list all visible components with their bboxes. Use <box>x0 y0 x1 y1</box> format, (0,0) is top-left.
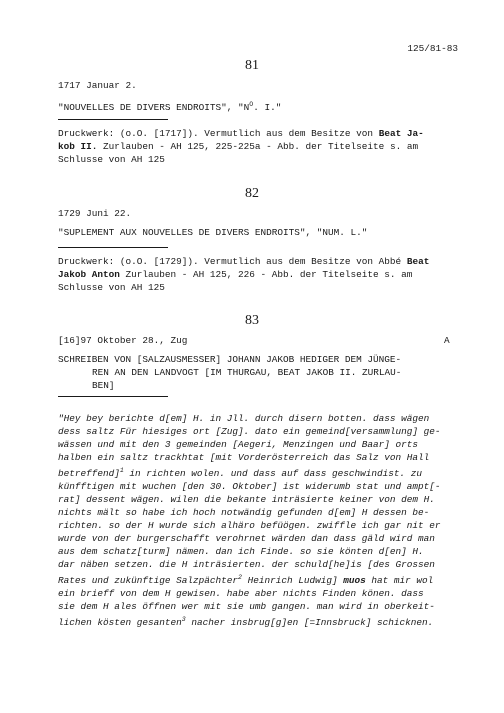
entry-82-note: Druckwerk: (o.O. [1729]). Vermutlich aus dem Besitze von Abbé Beat Jakob Anton Zurlauben - AH 125, 226 - Abb. der Titelseite s. am Schlusse von AH 125 <box>58 256 430 293</box>
entry-83-date: [16]97 Oktober 28., Zug <box>58 335 188 346</box>
entry-81-title: "NOUVELLES DE DIVERS ENDROITS", "$N^O$. I." <box>58 101 282 113</box>
divider-rule <box>58 119 168 120</box>
entry-81-date: 1717 Januar 2. <box>58 80 137 91</box>
entry-83-marker: A <box>444 335 450 346</box>
divider-rule <box>58 396 168 397</box>
entry-82-title: "SUPLEMENT AUX NOUVELLES DE DIVERS ENDROITS", "NUM. L." <box>58 227 368 238</box>
divider-rule <box>58 247 168 248</box>
entry-number-83: 83 <box>245 313 259 328</box>
entry-83-transcription: "Hey bey berichte d[em] H. in Jll. durch disern botten. dass wägen dess saltz Für hiesiges ort [Zug]. dato ein gemeind[versammlung] ge- wässen und mit den 3 gemeinden [Aegeri, Menzingen und Baar] orts halben ein saltz trackhtat [mit Vorderösterreich das Salz von Hall betreffend]$^1$ in richten wolen. und dass auf dass geschwindist. zu künfftigen mit wuchen [den 30. Oktober] ist widerumb stat und ampt[- rat] dessent wägen. wilen die bekante inträsierte keiner von dem H. nichts mält so habe ich hoch notwändig gefunden d[em] H dessen be- richten. so der H wurde sich alhäro befüögen. zwiffle ich gar nit er wurde von der burgerschafft verohrnet wärden dan dass gäld wird man aus dem schatz[turm] nämen. dan ich Finde. so sie könten d[en] H. dar näben setzen. die H inträsierten. der schuld[he]is [des Grossen Rates und zukünftige Salzpächter$^2$ Heinrich Ludwig] muos hat mir wol ein brieff von dem H gewisen. habe aber nichts Finden könen. dass sie dem H ales öffnen wer mit sie umb gangen. man wird in oberkeit- lichen kösten gesanten$^3$ nacher insbrug[g]en [=Innsbruck] schicknen. <box>58 413 441 628</box>
footnote-mark: 2 <box>238 574 242 581</box>
footnote-mark: 1 <box>119 467 124 474</box>
footnote-mark: 3 <box>181 616 186 623</box>
entry-number-82: 82 <box>245 186 259 201</box>
page-reference: 125/81-83 <box>407 43 458 54</box>
entry-82-date: 1729 Juni 22. <box>58 208 132 219</box>
entry-83-heading: SCHREIBEN VON [SALZAUSMESSER] JOHANN JAKOB HEDIGER DEM JÜNGE- REN AN DEN LANDVOGT [IM THURGAU, BEAT JAKOB II. ZURLAU- BEN] <box>58 354 402 391</box>
entry-81-note: Druckwerk: (o.O. [1717]). Vermutlich aus dem Besitze von Beat Ja- kob II. Zurlauben - AH 125, 225-225a - Abb. der Titelseite s. am Schlusse von AH 125 <box>58 128 424 165</box>
entry-number-81: 81 <box>245 58 259 73</box>
